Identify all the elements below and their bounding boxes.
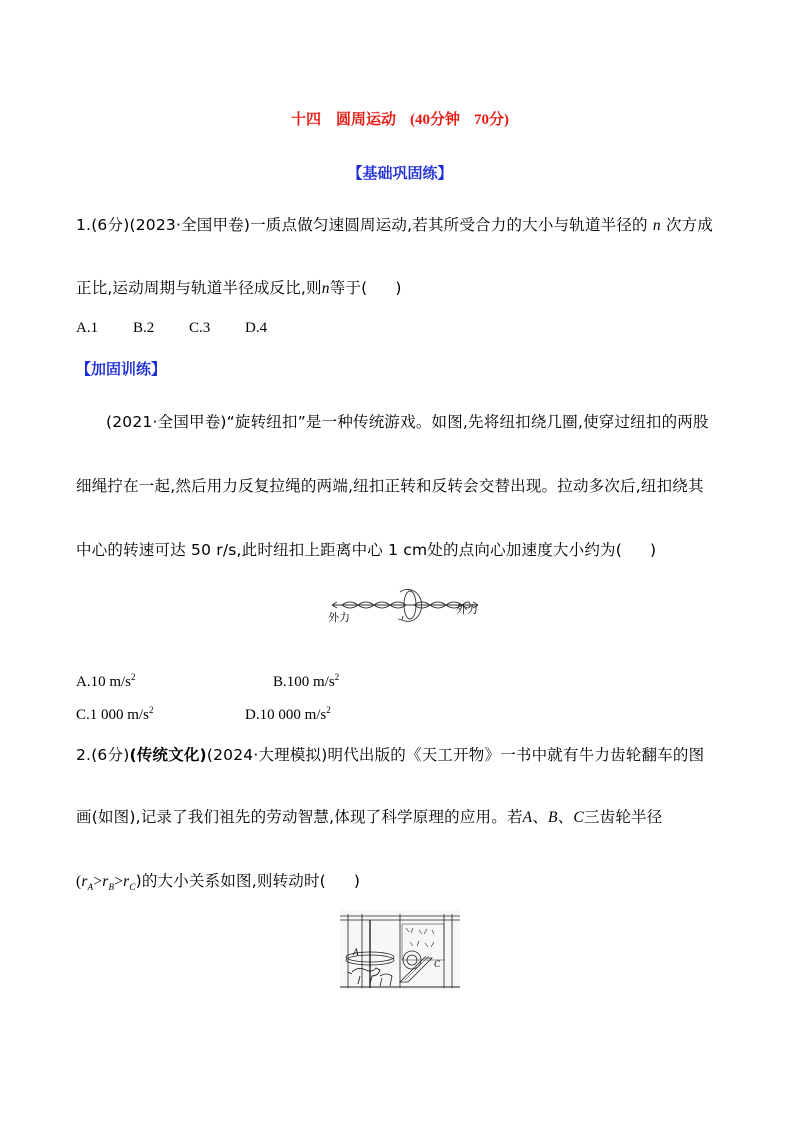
q1-var-n: n bbox=[652, 217, 661, 234]
sub-c: C bbox=[129, 882, 136, 893]
section-basic-heading: 【基础巩固练】 bbox=[347, 164, 453, 182]
sup-2: 2 bbox=[131, 672, 136, 682]
gear-c-label: C bbox=[434, 959, 441, 969]
sub-a: A bbox=[87, 882, 94, 893]
q1-option-a: A.1 bbox=[76, 320, 99, 336]
q1-option-b: B.2 bbox=[133, 320, 155, 336]
figure-label-left: 外力 bbox=[328, 611, 350, 624]
title-main: 十四 圆周运动 bbox=[290, 110, 396, 128]
gear-a-label: A bbox=[353, 947, 359, 957]
q2-line3: $(r_A>r_B>r_C)$的大小关系如图,则转动时( ) bbox=[76, 872, 361, 893]
sup-2: 2 bbox=[334, 672, 340, 682]
q2-sep2: 、 bbox=[557, 808, 574, 826]
figure-label-right: 外力 bbox=[456, 603, 478, 616]
q1-option-c: C.3 bbox=[189, 320, 211, 336]
ox-gear-waterwheel-illustration bbox=[340, 910, 460, 990]
q2-line1-text: (2024·大理模拟)明代出版的《天工开物》一书中就有牛力齿轮翻车的图 bbox=[206, 746, 705, 764]
rq-line3 bbox=[76, 538, 656, 560]
gt-symbol: > bbox=[114, 873, 124, 890]
sup-2: 2 bbox=[326, 705, 331, 715]
q1-line1-post: 次方成 bbox=[665, 216, 714, 234]
q1-line2-post: 等于( bbox=[329, 279, 368, 297]
section-reinforce-heading: 【加固训练】 bbox=[76, 360, 167, 378]
q2-line2 bbox=[76, 805, 662, 827]
rq-line1: (2021·全国甲卷)“旋转纽扣”是一种传统游戏。如图,先将纽扣绕几圈,使穿过纽扣的两股 bbox=[106, 413, 709, 431]
rotation-arrow-head bbox=[398, 616, 403, 620]
sup-2: 2 bbox=[148, 705, 154, 715]
q2-line2-post: 三齿轮半径 bbox=[583, 808, 663, 826]
q2-var-b: B bbox=[548, 809, 558, 826]
page-title bbox=[0, 108, 800, 129]
sub-b: B bbox=[108, 882, 115, 893]
q2-number: 2.(6分) bbox=[76, 746, 130, 764]
q1-line2-end: ) bbox=[395, 279, 402, 297]
q2-tag: (传统文化) bbox=[129, 746, 207, 764]
rq-option-a bbox=[76, 672, 136, 691]
q2-line3-end: ) bbox=[353, 872, 361, 890]
q2-var-a: A bbox=[522, 809, 533, 826]
q1-line1-text: 1.(6分)(2023·全国甲卷)一质点做匀速圆周运动,若其所受合力的大小与轨道半径的 bbox=[76, 216, 648, 234]
r-symbol: r bbox=[102, 873, 109, 890]
rq-line2: 细绳拧在一起,然后用力反复拉绳的两端,纽扣正转和反转会交替出现。拉动多次后,纽扣绕其 bbox=[76, 477, 704, 495]
gt-symbol: > bbox=[93, 873, 103, 890]
q1-line2-text: 正比,运动周期与轨道半径成反比,则 bbox=[76, 279, 322, 297]
rq-option-b-text: B.100 m/s bbox=[273, 674, 335, 690]
rq-option-d-text: D.10 000 m/s bbox=[245, 707, 327, 723]
q1-line2-var: n bbox=[321, 280, 330, 297]
rq-option-a-text: A.10 m/s bbox=[76, 674, 132, 690]
title-score: 70分) bbox=[474, 112, 509, 128]
q2-line2-text: 画(如图),记录了我们祖先的劳动智慧,体现了科学原理的应用。若 bbox=[76, 808, 523, 826]
q2-var-c: C bbox=[573, 809, 584, 826]
rq-line3-text: 中心的转速可达 50 r/s,此时纽扣上距离中心 1 cm处的点向心加速度大小约为( bbox=[76, 541, 622, 559]
rq-option-b bbox=[273, 672, 339, 691]
title-time: (40分钟 bbox=[410, 112, 460, 128]
q2-sep1: 、 bbox=[532, 808, 549, 826]
rq-line3-end: ) bbox=[649, 541, 657, 559]
q2-line1 bbox=[76, 743, 704, 765]
r-symbol: r bbox=[81, 873, 88, 890]
rq-option-c bbox=[76, 705, 153, 724]
q1-line1 bbox=[76, 213, 713, 235]
rq-option-d bbox=[245, 705, 331, 724]
r-symbol: r bbox=[123, 873, 130, 890]
rq-option-c-text: C.1 000 m/s bbox=[76, 707, 149, 723]
q2-line3-text: )的大小关系如图,则转动时( bbox=[135, 872, 326, 890]
q1-line2 bbox=[76, 276, 402, 298]
q1-option-d: D.4 bbox=[245, 320, 268, 336]
